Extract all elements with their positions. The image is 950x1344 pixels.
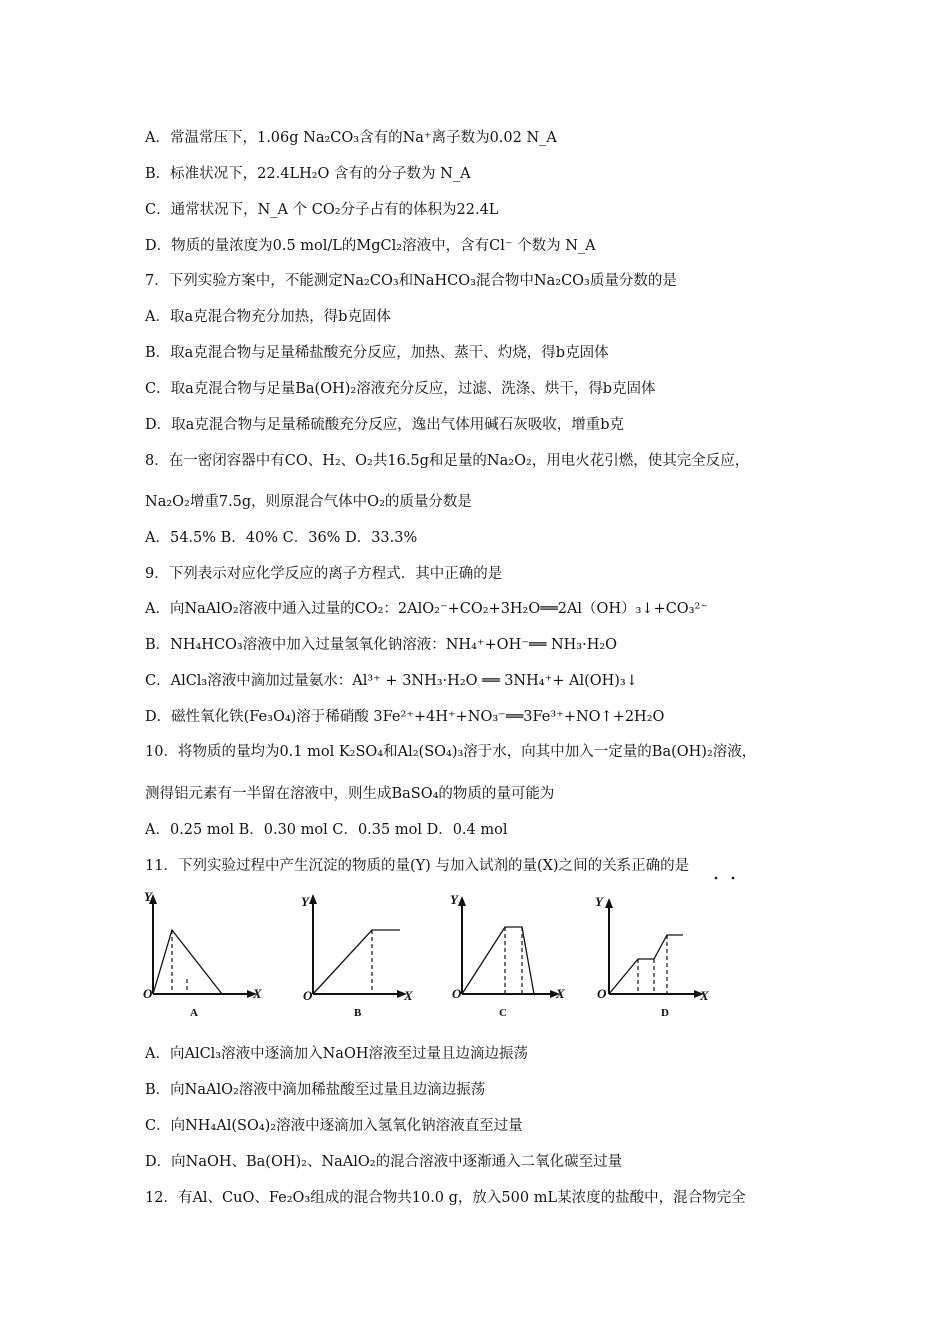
text-line: 测得铝元素有一半留在溶液中，则生成BaSO₄的物质的量可能为 xyxy=(145,786,555,802)
y-axis-label: Y xyxy=(144,889,152,904)
text-line: B．NH₄HCO₃溶液中加入过量氢氧化钠溶液：NH₄⁺+OH⁻══ NH₃·H₂O xyxy=(145,637,618,653)
text-line: 12．有Al、CuO、Fe₂O₃组成的混合物共10.0 g，放入500 mL某浓度的盐酸中，混合物完全 xyxy=(145,1190,746,1206)
graph-b xyxy=(298,890,428,1029)
y-axis-label: Y xyxy=(450,892,458,907)
text-line: B．向NaAlO₂溶液中滴加稀盐酸至过量且边滴边振荡 xyxy=(145,1082,486,1098)
text-line: A．向NaAlO₂溶液中通入过量的CO₂：2AlO₂⁻+CO₂+3H₂O══2Al（OH）₃↓+CO₃²⁻ xyxy=(145,601,708,617)
text-line: D．向NaOH、Ba(OH)₂、NaAlO₂的混合溶液中逐渐通入二氧化碳至过量 xyxy=(145,1154,623,1170)
text-line: 7．下列实验方案中，不能测定Na₂CO₃和NaHCO₃混合物中Na₂CO₃质量分数的是 xyxy=(145,273,677,289)
y-axis-label: Y xyxy=(301,894,309,909)
text-line: A．取a克混合物充分加热，得b克固体 xyxy=(145,309,391,325)
text-line: D．取a克混合物与足量稀硫酸充分反应，逸出气体用碱石灰吸收，增重b克 xyxy=(145,417,625,433)
graph-caption: D xyxy=(661,1007,669,1019)
text-line: B．取a克混合物与足量稀盐酸充分反应，加热、蒸干、灼烧，得b克固体 xyxy=(145,345,609,361)
text-line: A．0.25 mol B．0.30 mol C．0.35 mol D．0.4 mol xyxy=(145,822,508,838)
graph-d xyxy=(595,890,725,1029)
text-line: A．常温常压下，1.06g Na₂CO₃含有的Na⁺离子数为0.02 N_A xyxy=(145,130,557,146)
origin-label: O xyxy=(597,986,607,1001)
text-line: 10．将物质的量均为0.1 mol K₂SO₄和Al₂(SO₄)₃溶于水，向其中加入一定量的Ba(OH)₂溶液， xyxy=(145,744,757,760)
graph-a xyxy=(140,890,270,1029)
text-line: A．向AlCl₃溶液中逐滴加入NaOH溶液至过量且边滴边振荡 xyxy=(145,1046,528,1062)
text-line: 11．下列实验过程中产生沉淀的物质的量(Y) 与加入试剂的量(X)之间的关系正确的是 xyxy=(145,858,690,874)
text-line: B．标准状况下，22.4LH₂O 含有的分子数为 N_A xyxy=(145,166,471,182)
origin-label: O xyxy=(452,986,462,1001)
text-line: A．54.5% B．40% C．36% D．33.3% xyxy=(145,530,418,546)
text-line: C．向NH₄Al(SO₄)₂溶液中逐滴加入氢氧化钠溶液直至过量 xyxy=(145,1118,523,1134)
graph-caption: B xyxy=(354,1007,362,1019)
y-axis-label: Y xyxy=(595,894,603,909)
x-axis-label: X xyxy=(556,986,565,1001)
x-axis-label: X xyxy=(253,986,262,1001)
text-line: 9．下列表示对应化学反应的离子方程式．其中正确的是 xyxy=(145,566,503,582)
text-line: C．通常状况下，N_A 个 CO₂分子占有的体积为22.4L xyxy=(145,202,499,218)
graph-caption: A xyxy=(190,1007,198,1019)
text-line: C．取a克混合物与足量Ba(OH)₂溶液充分反应，过滤、洗涤、烘干，得b克固体 xyxy=(145,381,656,397)
text-line: C．AlCl₃溶液中滴加过量氨水：Al³⁺ + 3NH₃·H₂O ══ 3NH₄⁺+ Al(OH)₃↓ xyxy=(145,673,638,689)
graph-c xyxy=(450,890,580,1029)
origin-label: O xyxy=(143,986,153,1001)
text-line: 8．在一密闭容器中有CO、H₂、O₂共16.5g和足量的Na₂O₂，用电火花引燃，使其完全反应， xyxy=(145,453,750,469)
origin-label: O xyxy=(303,988,313,1003)
text-line: D．磁性氧化铁(Fe₃O₄)溶于稀硝酸 3Fe²⁺+4H⁺+NO₃⁻══3Fe³⁺+NO↑+2H₂O xyxy=(145,709,665,725)
text-line: Na₂O₂增重7.5g，则原混合气体中O₂的质量分数是 xyxy=(145,494,472,510)
graph-caption: C xyxy=(499,1007,507,1019)
text-line: D．物质的量浓度为0.5 mol/L的MgCl₂溶液中，含有Cl⁻ 个数为 N_A xyxy=(145,238,596,254)
x-axis-label: X xyxy=(404,988,413,1003)
x-axis-label: X xyxy=(700,988,709,1003)
